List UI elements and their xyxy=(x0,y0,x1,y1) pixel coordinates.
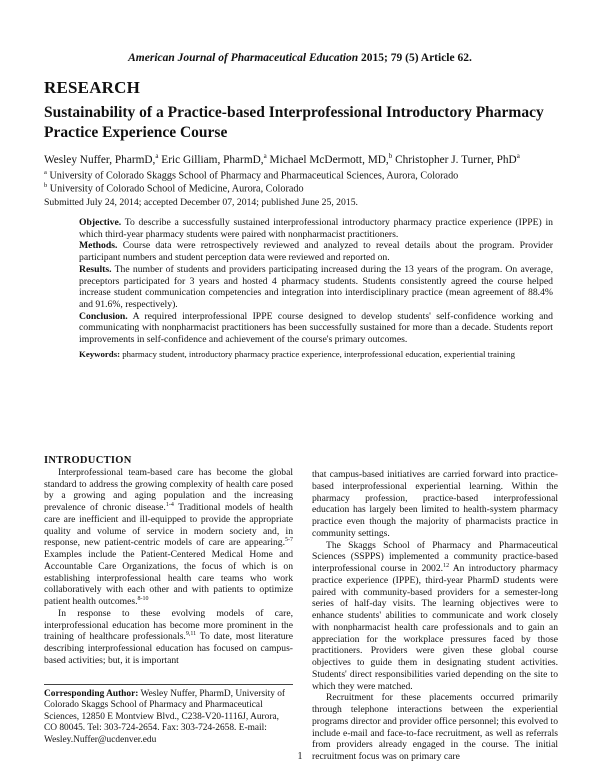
citation: 8-10 xyxy=(137,595,149,602)
journal-name: American Journal of Pharmaceutical Education xyxy=(128,52,359,64)
page-number: 1 xyxy=(297,751,303,762)
body-column-left xyxy=(44,455,293,667)
section-label: RESEARCH xyxy=(44,78,141,97)
citation: 5-7 xyxy=(285,537,293,544)
author-affil-mark: a xyxy=(155,152,159,160)
abstract-label: Conclusion. xyxy=(79,310,128,322)
author-affil-mark: a xyxy=(516,152,520,160)
body-text: Interprofessional team-based care has become the global standard to address the growing complexity of health care posed by a growing and aging population and the increasing prevalence of chronic disease. xyxy=(44,466,293,513)
body-text: Traditional models of health care are inefficient and ill-equipped to provide the appropriate quality and volume of service in modern society and, in response, new patient-centric models of care are appearing. xyxy=(44,502,293,549)
abstract-results xyxy=(79,264,553,311)
affiliation-mark: b xyxy=(44,182,48,189)
citation: 9,11 xyxy=(185,631,197,638)
body-paragraph: that campus-based initiatives are carried forward into practice-based interprofessional experiential learning. Within the pharmacy profession, practice-based interprofessional education has largely been limited to health-system pharmacy practice even though the majority of pharmacists practice in community settings. xyxy=(312,469,558,539)
author-name: Christopher J. Turner, PhD xyxy=(392,153,517,166)
affiliation-text: University of Colorado Skaggs School of Pharmacy and Pharmaceutical Sciences, Aurora, Colorado xyxy=(46,170,459,182)
body-paragraph xyxy=(44,608,293,667)
body-paragraph xyxy=(312,540,558,693)
affiliation-text: University of Colorado School of Medicine, Aurora, Colorado xyxy=(47,183,304,195)
abstract-label: Results. xyxy=(79,263,112,275)
abstract-methods xyxy=(79,240,553,263)
abstract-text: To describe a successfully sustained interprofessional introductory pharmacy practice experience (IPPE) in which third-year pharmacy students were paired with nonpharmacist practitioners. xyxy=(79,217,553,240)
journal-citation: 2015; 79 (5) Article 62. xyxy=(358,52,472,64)
citation: 12 xyxy=(443,562,450,569)
submission-dates: Submitted July 24, 2014; accepted December 07, 2014; published June 25, 2015. xyxy=(44,197,358,208)
author-name: Eric Gilliam, PharmD, xyxy=(158,153,264,166)
abstract-objective xyxy=(79,217,553,240)
intro-heading: INTRODUCTION xyxy=(44,455,132,466)
abstract-text: Course data were retrospectively reviewed and analyzed to reveal details about the program. Provider participant numbers and student perception data were reviewed and reported on. xyxy=(79,240,553,264)
abstract-conclusion xyxy=(79,311,553,346)
author-list xyxy=(44,149,564,167)
footnote-text: Wesley Nuffer, PharmD, University of Colorado Skaggs School of Pharmacy and Pharmaceutical Sciences, 12850 E Montview Blvd., C238-V20-1116J, Aurora, CO 80045. Tel: 303-724-2654. Fax: 303-724-2658. E-mail: Wesley.Nuffer@ucdenver.edu xyxy=(44,689,286,745)
keywords-label: Keywords: xyxy=(79,348,121,359)
keywords-text: pharmacy student, introductory pharmacy practice experience, interprofessional education, experiential training xyxy=(120,348,516,359)
body-text: The Skaggs School of Pharmacy and Pharmaceutical Sciences (SSPPS) implemented a community practice-based interprofessional course in 2002. xyxy=(312,539,558,574)
author-name: Wesley Nuffer, PharmD, xyxy=(44,153,156,166)
body-paragraph xyxy=(44,467,293,608)
affiliation-mark: a xyxy=(44,169,47,176)
affiliation xyxy=(44,180,564,195)
journal-header xyxy=(0,52,600,64)
body-text: Examples include the Patient-Centered Medical Home and Accountable Care Organizations, the focus of which is on establishing interprofessional health care teams who work collaboratively with each other and with patients to optimize patient health outcomes. xyxy=(44,549,293,607)
abstract xyxy=(79,217,553,360)
abstract-label: Objective. xyxy=(79,217,122,228)
body-column-right xyxy=(312,469,558,763)
author-name: Michael McDermott, MD, xyxy=(266,153,389,166)
citation: 1-4 xyxy=(165,501,174,508)
abstract-text: A required interprofessional IPPE course designed to develop students' self-confidence working and communicating with nonpharmacist practitioners has been successfully sustained for more than a decade. Students report improvements in self-confidence and achievement of the course's primary outcomes. xyxy=(79,310,553,346)
abstract-keywords xyxy=(79,349,553,360)
article-title: Sustainability of a Practice-based Interprofessional Introductory Pharmacy Practice Experience Course xyxy=(44,104,544,141)
abstract-label: Methods. xyxy=(79,240,118,252)
body-text: To date, most literature describing interprofessional education has focused on campus-based activities; but, it is important xyxy=(44,631,293,666)
author-affil-mark: a xyxy=(263,152,267,160)
corresponding-author-footnote xyxy=(44,684,293,746)
author-affil-mark: b xyxy=(388,152,393,160)
body-paragraph: Recruitment for these placements occurred primarily through telephone interactions between the experiential programs director and provider office personnel; this evolved to include e-mail and face-to-face recruitment, as well as referrals from providers already engaged in the course. The initial recruitment focus was on primary care xyxy=(312,692,558,762)
body-text: In response to these evolving models of care, interprofessional education has become more prominent in the training of healthcare professionals. xyxy=(44,607,293,643)
abstract-text: The number of students and providers participating increased during the 13 years of the program. On average, preceptors participated for 3 years and hosted 4 pharmacy students. Students consistently agreed the course helped increase student communication competencies and integration into interdisciplinary practice (mean agreement of 88.4% and 91.6%, respectively). xyxy=(79,263,553,310)
footnote-label: Corresponding Author: xyxy=(44,689,139,699)
body-text: An introductory pharmacy practice experience (IPPE), third-year PharmD students were paired with community-based providers for a semester-long series of half-day visits. The learning objectives were to enhance students' abilities to communicate and work closely with nonpharmacist health care professionals and to gain an appreciation for the workplace pressures faced by those practitioners. Providers were given these global course objectives to guide them in designating student activities. Students' direct responsibilities varied depending on the site to which they were matched. xyxy=(312,563,558,692)
